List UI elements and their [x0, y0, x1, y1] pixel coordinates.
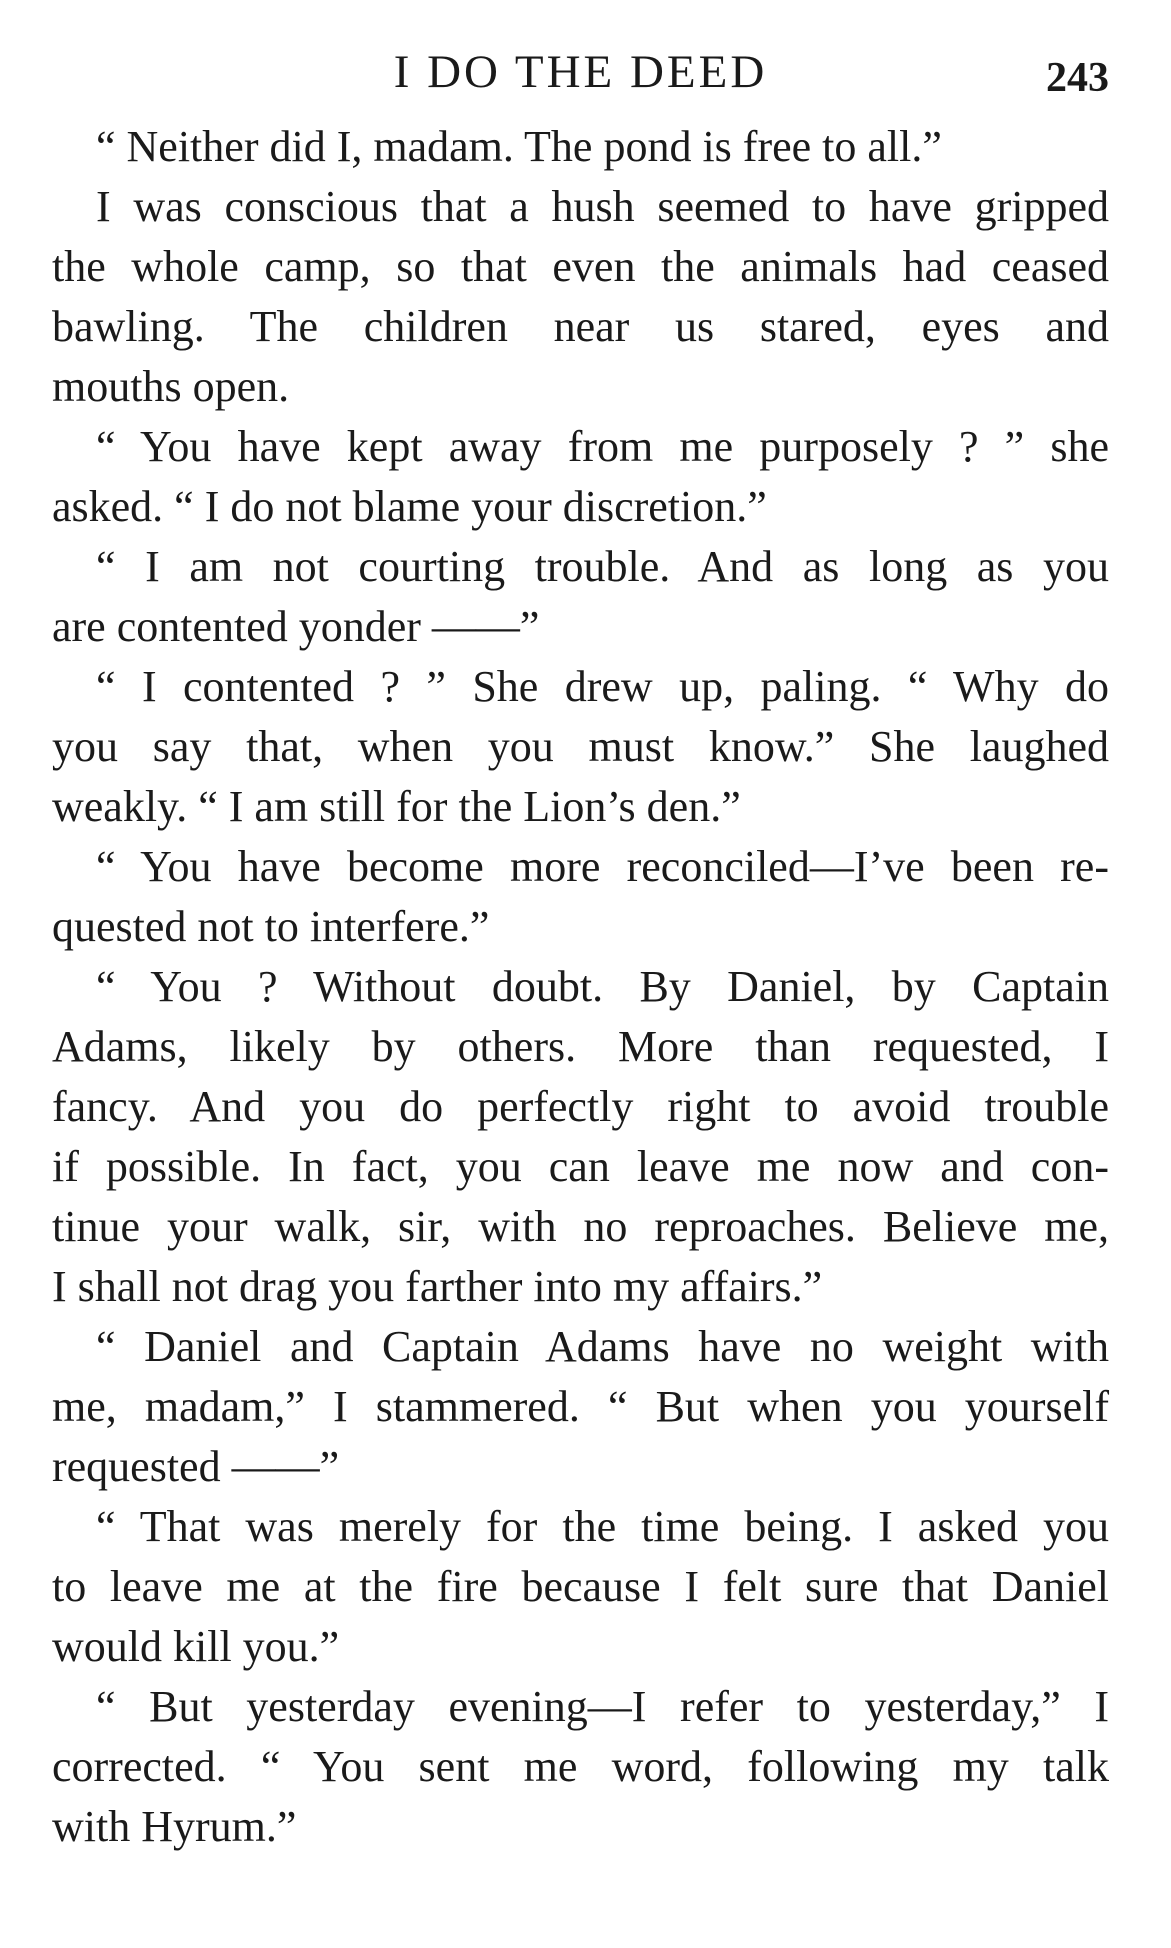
text-line: “ You ? Without doubt. By Daniel, by Captain	[96, 962, 1109, 1011]
page-number: 243	[1046, 55, 1109, 101]
text-line: if possible. In fact, you can leave me now and con-	[52, 1142, 1109, 1191]
text-line: with Hyrum.”	[52, 1802, 297, 1851]
text-line: are contented yonder ——”	[52, 602, 540, 651]
text-line: me, madam,” I stammered. “ But when you yourself	[52, 1382, 1109, 1431]
text-line: would kill you.”	[52, 1622, 340, 1671]
text-line: you say that, when you must know.” She laughed	[52, 722, 1109, 771]
text-line: mouths open.	[52, 362, 290, 411]
text-line: “ I am not courting trouble. And as long as you	[96, 542, 1109, 591]
text-line: “ But yesterday evening—I refer to yesterday,” I	[96, 1682, 1109, 1731]
text-line: fancy. And you do perfectly right to avoid trouble	[52, 1082, 1109, 1131]
text-line: “ I contented ? ” She drew up, paling. “ Why do	[96, 662, 1109, 711]
text-line: Adams, likely by others. More than requested, I	[52, 1022, 1109, 1071]
text-line: corrected. “ You sent me word, following my talk	[52, 1742, 1109, 1791]
text-line: quested not to interfere.”	[52, 902, 490, 951]
text-line: bawling. The children near us stared, eyes and	[52, 302, 1109, 351]
text-line: “ Neither did I, madam. The pond is free to all.”	[96, 122, 942, 171]
text-line: “ Daniel and Captain Adams have no weight with	[96, 1322, 1109, 1371]
text-line: the whole camp, so that even the animals had ceased	[52, 242, 1109, 291]
text-line: to leave me at the fire because I felt sure that Daniel	[52, 1562, 1109, 1611]
text-line: “ You have kept away from me purposely ? ” she	[96, 422, 1109, 471]
body-text	[52, 117, 1109, 1857]
text-line: I was conscious that a hush seemed to have gripped	[96, 182, 1109, 231]
text-line: asked. “ I do not blame your discretion.”	[52, 482, 767, 531]
running-head	[52, 42, 1109, 102]
chapter-title: I DO THE DEED	[393, 46, 768, 98]
text-line: “ You have become more reconciled—I’ve been re-	[96, 842, 1109, 891]
text-line: requested ——”	[52, 1442, 340, 1491]
text-line: I shall not drag you farther into my affairs.”	[52, 1262, 823, 1311]
text-line: weakly. “ I am still for the Lion’s den.”	[52, 782, 741, 831]
text-line: “ That was merely for the time being. I asked you	[96, 1502, 1109, 1551]
text-line: tinue your walk, sir, with no reproaches. Believe me,	[52, 1202, 1109, 1251]
